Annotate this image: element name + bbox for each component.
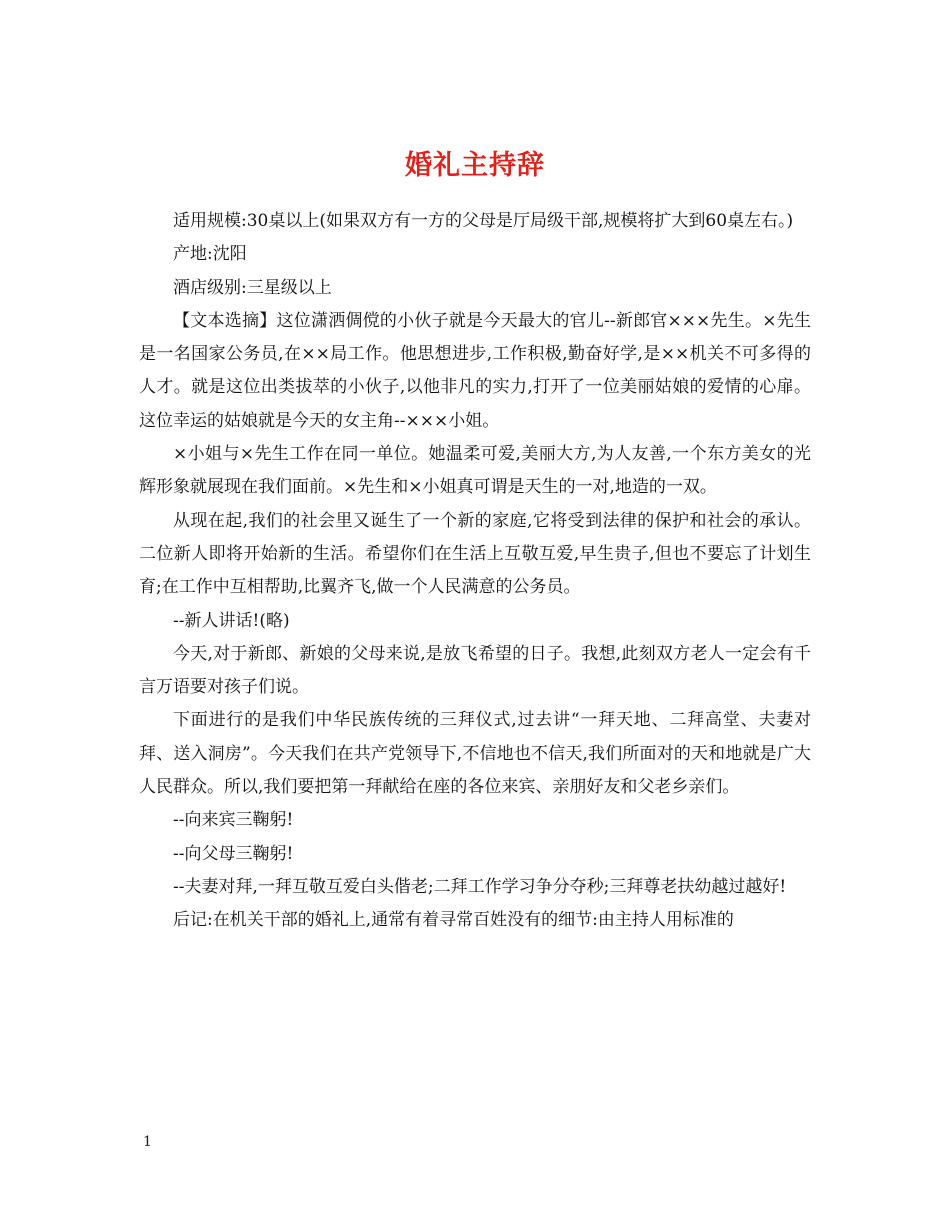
paragraph-bow-parents: --向父母三鞠躬! <box>173 843 294 864</box>
paragraph-parents: 今天,对于新郎、新娘的父母来说,是放飞希望的日子。我想,此刻双方老人一定会有千言万语要对孩子们说。 <box>139 643 811 698</box>
page-number: 1 <box>143 1134 152 1150</box>
paragraph-new-family: 从现在起,我们的社会里又诞生了一个新的家庭,它将受到法律的保护和社会的承认。二位新人即将开始新的生活。希望你们在生活上互敬互爱,早生贵子,但也不要忘了计划生育;在工作中互相帮助,比翼齐飞,做一个人民满意的公务员。 <box>139 510 811 598</box>
paragraph-couple-bow: --夫妻对拜,一拜互敬互爱白头偕老;二拜工作学习争分夺秒;三拜尊老扶幼越过越好! <box>173 876 787 897</box>
document-title: 婚礼主持辞 <box>405 150 545 182</box>
paragraph-bride: ×小姐与×先生工作在同一单位。她温柔可爱,美丽大方,为人友善,一个东方美女的光辉形象就展现在我们面前。×先生和×小姐真可谓是天生的一对,地造的一双。 <box>139 444 811 498</box>
paragraph-couple-speech: --新人讲话!(略) <box>173 610 290 631</box>
paragraph-bow-guests: --向来宾三鞠躬! <box>173 810 294 831</box>
paragraph-three-bows: 下面进行的是我们中华民族传统的三拜仪式,过去讲“一拜天地、二拜高堂、夫妻对拜、送入洞房”。今天我们在共产党领导下,不信地也不信天,我们所面对的天和地就是广大人民群众。所以,我们要把第一拜献给在座的各位来宾、亲朋好友和父老乡亲们。 <box>139 710 811 798</box>
paragraph-excerpt: 【文本选摘】这位潇洒倜傥的小伙子就是今天最大的官儿--新郎官×××先生。×先生是一名国家公务员,在××局工作。他思想进步,工作积极,勤奋好学,是××机关不可多得的人才。就是这位出类拔萃的小伙子,以他非凡的实力,打开了一位美丽姑娘的爱情的心扉。这位幸运的姑娘就是今天的女主角--×××小姐。 <box>139 310 811 431</box>
document-body <box>139 205 811 938</box>
paragraph-origin: 产地:沈阳 <box>173 244 247 265</box>
paragraph-hotel-level: 酒店级别:三星级以上 <box>173 277 332 298</box>
paragraph-postscript: 后记:在机关干部的婚礼上,通常有着寻常百姓没有的细节:由主持人用标准的 <box>173 910 734 931</box>
paragraph-scale: 适用规模:30桌以上(如果双方有一方的父母是厅局级干部,规模将扩大到60桌左右。) <box>173 211 794 231</box>
